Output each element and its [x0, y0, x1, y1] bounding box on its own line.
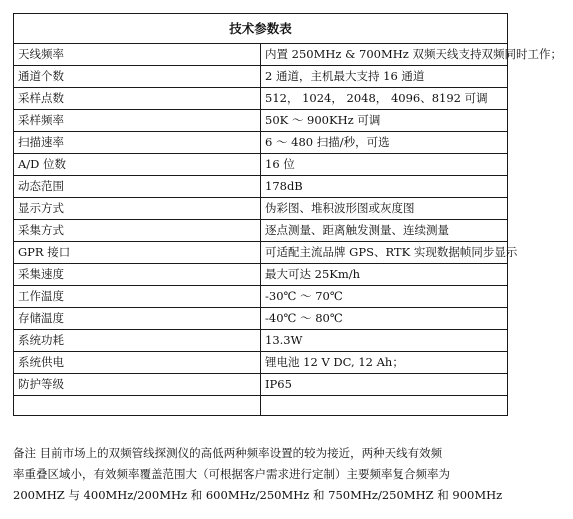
- empty-cell: [14, 396, 261, 416]
- table-row: [14, 88, 508, 110]
- table-title-row: [14, 14, 508, 44]
- table-row: [14, 154, 508, 176]
- empty-cell: [261, 396, 508, 416]
- param-label: 工作温度: [14, 286, 261, 308]
- table-row: [14, 286, 508, 308]
- param-value: 2 通道，主机最大支持 16 通道: [261, 66, 508, 88]
- param-label: 采样点数: [14, 88, 261, 110]
- table-row: [14, 176, 508, 198]
- param-value: 锂电池 12 V DC, 12 Ah；: [261, 352, 508, 374]
- param-value: 逐点测量、距离触发测量、连续测量: [261, 220, 508, 242]
- param-value: 可适配主流品牌 GPS、RTK 实现数据帧同步显示: [261, 242, 508, 264]
- param-label: 存储温度: [14, 308, 261, 330]
- empty-row: [14, 396, 508, 416]
- param-label: 采样频率: [14, 110, 261, 132]
- table-row: [14, 242, 508, 264]
- param-label: 天线频率: [14, 44, 261, 66]
- table-row: [14, 308, 508, 330]
- param-value: 50K ～ 900KHz 可调: [261, 110, 508, 132]
- footnote: [13, 443, 513, 506]
- param-value: 伪彩图、堆积波形图或灰度图: [261, 198, 508, 220]
- param-value: 16 位: [261, 154, 508, 176]
- table-row: [14, 66, 508, 88]
- table-row: [14, 132, 508, 154]
- param-label: 采集速度: [14, 264, 261, 286]
- param-value: 最大可达 25Km/h: [261, 264, 508, 286]
- param-label: 显示方式: [14, 198, 261, 220]
- table-row: [14, 352, 508, 374]
- param-label: GPR 接口: [14, 242, 261, 264]
- param-value: 178dB: [261, 176, 508, 198]
- table-title: 技术参数表: [14, 14, 508, 44]
- param-value: IP65: [261, 374, 508, 396]
- param-value: -30℃ ～ 70℃: [261, 286, 508, 308]
- param-label: 扫描速率: [14, 132, 261, 154]
- table-row: [14, 264, 508, 286]
- param-label: 动态范围: [14, 176, 261, 198]
- table-row: [14, 330, 508, 352]
- param-value: 6 ～ 480 扫描/秒，可选: [261, 132, 508, 154]
- param-value: 512， 1024， 2048， 4096、8192 可调: [261, 88, 508, 110]
- table-row: [14, 198, 508, 220]
- param-value: 内置 250MHz & 700MHz 双频天线支持双频同时工作；: [261, 44, 508, 66]
- param-value: 13.3W: [261, 330, 508, 352]
- table-row: [14, 220, 508, 242]
- footnote-line: 备注 目前市场上的双频管线探测仪的高低两种频率设置的较为接近，两种天线有效频: [13, 446, 443, 460]
- param-label: 采集方式: [14, 220, 261, 242]
- table-row: [14, 374, 508, 396]
- spec-table: [13, 13, 562, 416]
- param-label: 系统供电: [14, 352, 261, 374]
- footnote-line: 率重叠区域小，有效频率覆盖范围大（可根据客户需求进行定制）主要频率复合频率为: [13, 467, 450, 481]
- param-label: 通道个数: [14, 66, 261, 88]
- param-label: 系统功耗: [14, 330, 261, 352]
- table-row: [14, 110, 508, 132]
- footnote-line: 200MHZ 与 400MHz/200MHz 和 600MHz/250MHz 和 750MHz/250MHZ 和 900MHz: [13, 488, 503, 502]
- param-label: 防护等级: [14, 374, 261, 396]
- table-row: [14, 44, 508, 66]
- param-label: A/D 位数: [14, 154, 261, 176]
- param-value: -40℃ ～ 80℃: [261, 308, 508, 330]
